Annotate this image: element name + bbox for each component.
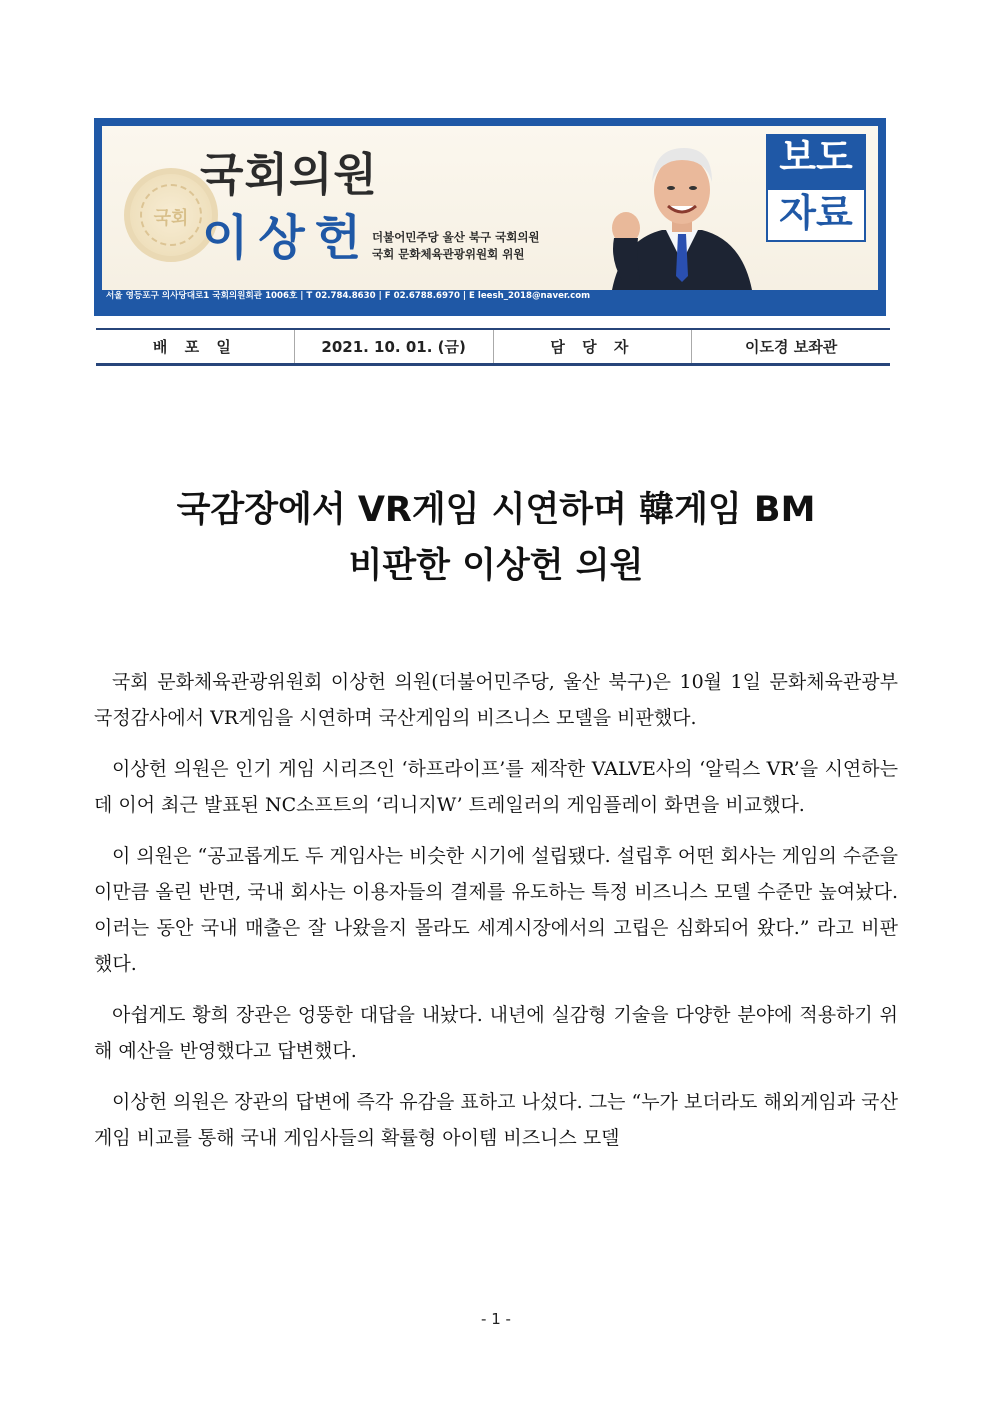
page-number: - 1 -: [481, 1310, 511, 1328]
release-info-table: [96, 328, 890, 366]
affiliation-line-committee: 국회 문화체육관광위원회 위원: [372, 247, 525, 261]
headline-line-2: 비판한 이상헌 의원: [348, 546, 644, 586]
lawmaker-name: 이상헌: [202, 210, 372, 266]
lawmaker-portrait-icon: [602, 130, 762, 290]
press-release-stamp: [766, 134, 866, 242]
release-date-label: 배 포 일: [96, 330, 295, 363]
banner-panel: [102, 126, 878, 290]
headline: [60, 482, 932, 594]
press-release-banner: [94, 118, 886, 316]
seal-text: 국회: [153, 208, 189, 229]
contact-person-value: 이도경 보좌관: [745, 338, 838, 356]
stamp-line-1: 보도: [766, 134, 866, 188]
lawmaker-affiliation: [372, 229, 540, 263]
release-date-value: 2021. 10. 01. (금): [295, 330, 494, 363]
paragraph: 이상헌 의원은 인기 게임 시리즈인 ‘하프라이프’를 제작한 VALVE사의 ‘알릭스 VR’을 시연하는데 이어 최근 발표된 NC소프트의 ‘리니지W’ 트레일러의 게임플레이 화면을 비교했다.: [94, 758, 898, 816]
office-contact-info: 서울 영등포구 의사당대로1 국회의원회관 1006호 | T 02.784.8630 | F 02.6788.6970 | E leesh_2018@naver.com: [106, 291, 591, 301]
banner-title: 국회의원: [200, 148, 378, 201]
paragraph: 이 의원은 “공교롭게도 두 게임사는 비슷한 시기에 설립됐다. 설립후 어떤 회사는 게임의 수준을 이만큼 올린 반면, 국내 회사는 이용자들의 결제를 유도하는 특정 비즈니스 모델 수준만 높여놨다. 이러는 동안 국내 매출은 잘 나왔을지 몰라도 세계시장에서의 고립은 심화되어 왔다.” 라고 비판했다.: [94, 845, 898, 975]
headline-line-1: 국감장에서 VR게임 시연하며 韓게임 BM: [176, 490, 816, 530]
paragraph: 국회 문화체육관광위원회 이상헌 의원(더불어민주당, 울산 북구)은 10월 1일 문화체육관광부 국정감사에서 VR게임을 시연하며 국산게임의 비즈니스 모델을 비판했다.: [94, 671, 898, 729]
paragraph: 아쉽게도 황희 장관은 엉뚱한 대답을 내놨다. 내년에 실감형 기술을 다양한 분야에 적용하기 위해 예산을 반영했다고 답변했다.: [94, 1004, 898, 1062]
paragraph: 이상헌 의원은 장관의 답변에 즉각 유감을 표하고 나섰다. 그는 “누가 보더라도 해외게임과 국산 게임 비교를 통해 국내 게임사들의 확률형 아이템 비즈니스 모델: [94, 1091, 898, 1149]
contact-person-label: 담 당 자: [494, 330, 693, 363]
affiliation-line-party: 더불어민주당 울산 북구 국회의원: [372, 230, 540, 244]
article-body: [94, 664, 898, 1171]
stamp-line-2: 자료: [766, 188, 866, 242]
